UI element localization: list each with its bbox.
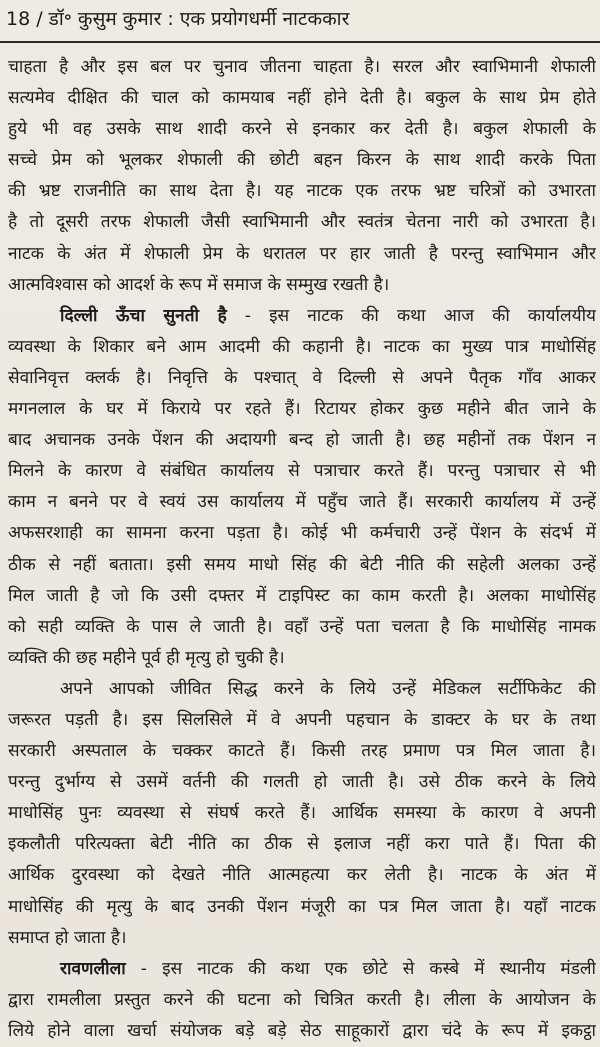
line-text: माधोसिंह पुनः व्यवस्था से संघर्ष करते हैं। आर्थिक समस्या के कारण वे अपनी [8,803,596,824]
text-line [8,176,596,207]
text-line [8,114,596,145]
text-line [8,425,596,456]
line-text: व्यक्ति की छह महीने पूर्व ही मृत्यु हो चुकी है। [8,647,285,668]
text-line [8,923,596,954]
text-line [8,798,596,829]
line-text: अपने आपको जीवित सिद्ध करने के लिये उन्हें मेडिकल सर्टीफिकेट की [60,678,596,699]
body-text [8,52,596,1047]
text-line [8,550,596,581]
text-line [8,83,596,114]
line-text: लिये होने वाला खर्चा संयोजक बड़े बड़े सेठ साहूकारों द्वारा चंदे के रूप में इकट्ठा [8,1020,596,1041]
running-title: डॉ॰ कुसुम कुमार : एक प्रयोगधर्मी नाटककार [48,8,350,30]
line-text: इकलौती परित्यक्ता बेटी नीति का ठीक से इलाज नहीं करा पाते हैं। पिता की [8,834,596,855]
section-heading-line [8,301,596,332]
line-text: हुये भी वह उसके साथ शादी करने से इनकार कर देती है। बकुल शेफाली के [8,119,596,140]
line-text: द्वारा रामलीला प्रस्तुत करने की घटना को चित्रित करती है। लीला के आयोजन के [8,989,596,1010]
text-line [8,674,596,705]
line-text: सत्यमेव दीक्षित की चाल को कामयाब नहीं होने देती है। बकुल के साथ प्रेम होते [8,88,596,109]
text-line [8,985,596,1016]
line-text: नाटक के अंत में शेफाली प्रेम के धरातल पर हार जाती है परन्तु स्वाभिमान और [8,243,596,264]
text-line [8,612,596,643]
text-line [8,767,596,798]
line-text: मगनलाल के घर में किराये पर रहते हैं। रिटायर होकर कुछ महीने बीत जाने के [8,399,596,420]
line-text: को सही व्यक्ति के पास ले जाती है। वहाँ उन्हें पता चलता है कि माधोसिंह नामक [8,616,596,637]
text-line [8,892,596,923]
section-heading: रावणलीला [60,958,126,979]
text-line [8,239,596,270]
text-line [8,332,596,363]
line-text: ठीक से नहीं बताता। इसी समय माधो सिंह की बेटी नीति की सहेली अलका उन्हें [8,554,596,575]
section-heading: दिल्ली ऊँचा सुनती है [60,305,227,326]
text-line [8,270,596,301]
text-line [8,363,596,394]
section-heading-line [8,954,596,985]
text-line [8,829,596,860]
text-line [8,860,596,891]
line-text: आर्थिक दुरवस्था को देखते नीति आत्महत्या कर लेती है। नाटक के अंत में [8,865,596,886]
line-text: सच्चे प्रेम को भूलकर शेफाली की छोटी बहन किरन के साथ शादी करके पिता [8,150,596,171]
line-text: बाद अचानक उनके पेंशन की अदायगी बन्द हो जाती है। छह महीनों तक पेंशन न [8,430,596,451]
text-line [8,1016,596,1047]
line-text: काम न बनने पर वे स्वयं उस कार्यालय में पहुँच जाते हैं। सरकारी कार्यालय में उन्हें [8,492,596,513]
line-text: जरूरत पड़ती है। इस सिलसिले में वे अपनी पहचान के डाक्टर के घर के तथा [8,709,596,730]
text-line [8,581,596,612]
header-rule [0,41,600,43]
line-text: मिलने के कारण वे संबंधित कार्यालय से पत्राचार करते हैं। परन्तु पत्राचार से भी [8,461,596,482]
line-text: माधोसिंह की मृत्यु के बाद उनकी पेंशन मंजूरी का पत्र मिल जाता है। यहाँ नाटक [8,896,596,917]
page-header [6,4,349,34]
line-text: आत्मविश्वास को आदर्श के रूप में समाज के सम्मुख रखती है। [8,274,390,295]
text-line [8,52,596,83]
header-separator: / [30,8,49,30]
text-line [8,456,596,487]
text-line [8,736,596,767]
text-line [8,394,596,425]
line-text: - इस नाटक की कथा आज की कार्यालयीय [226,305,596,326]
text-line [8,487,596,518]
text-line [8,145,596,176]
text-line [8,705,596,736]
line-text: चाहता है और इस बल पर चुनाव जीतना चाहता है। सरल और स्वाभिमानी शेफाली [8,57,596,77]
line-text: है तो दूसरी तरफ शेफाली जैसी स्वाभिमानी और स्वतंत्र चेतना नारी को उभारता है। [8,212,596,233]
line-text: की भ्रष्ट राजनीति का साथ देता है। यह नाटक एक तरफ भ्रष्ट चरित्रों को उभारता [8,181,596,202]
line-text: व्यवस्था के शिकार बने आम आदमी की कहानी है। नाटक का मुख्य पात्र माधोसिंह [8,336,596,357]
text-line [8,643,596,674]
line-text: अफसरशाही का सामना करना पड़ता है। कोई भी कर्मचारी उन्हें पेंशन के संदर्भ में [8,523,596,544]
text-line [8,207,596,238]
line-text: सरकारी अस्पताल के चक्कर काटते हैं। किसी तरह प्रमाण पत्र मिल जाता है। [8,741,596,762]
line-text: समाप्त हो जाता है। [8,927,127,948]
line-text: परन्तु दुर्भाग्य से उसमें वर्तनी की गलती हो जाती है। उसे ठीक करने के लिये [8,772,596,793]
line-text: मिल जाती है जो कि उसी दफ्तर में टाइपिस्ट का काम करती है। अलका माधोसिंह [8,585,596,606]
text-line [8,518,596,549]
line-text: - इस नाटक की कथा एक छोटे से कस्बे में स्थानीय मंडली [125,958,596,979]
line-text: सेवानिवृत्त क्लर्क है। निवृत्ति के पश्चात् वे दिल्ली से अपने पैतृक गाँव आकर [8,367,596,388]
page-number: 18 [6,8,31,30]
